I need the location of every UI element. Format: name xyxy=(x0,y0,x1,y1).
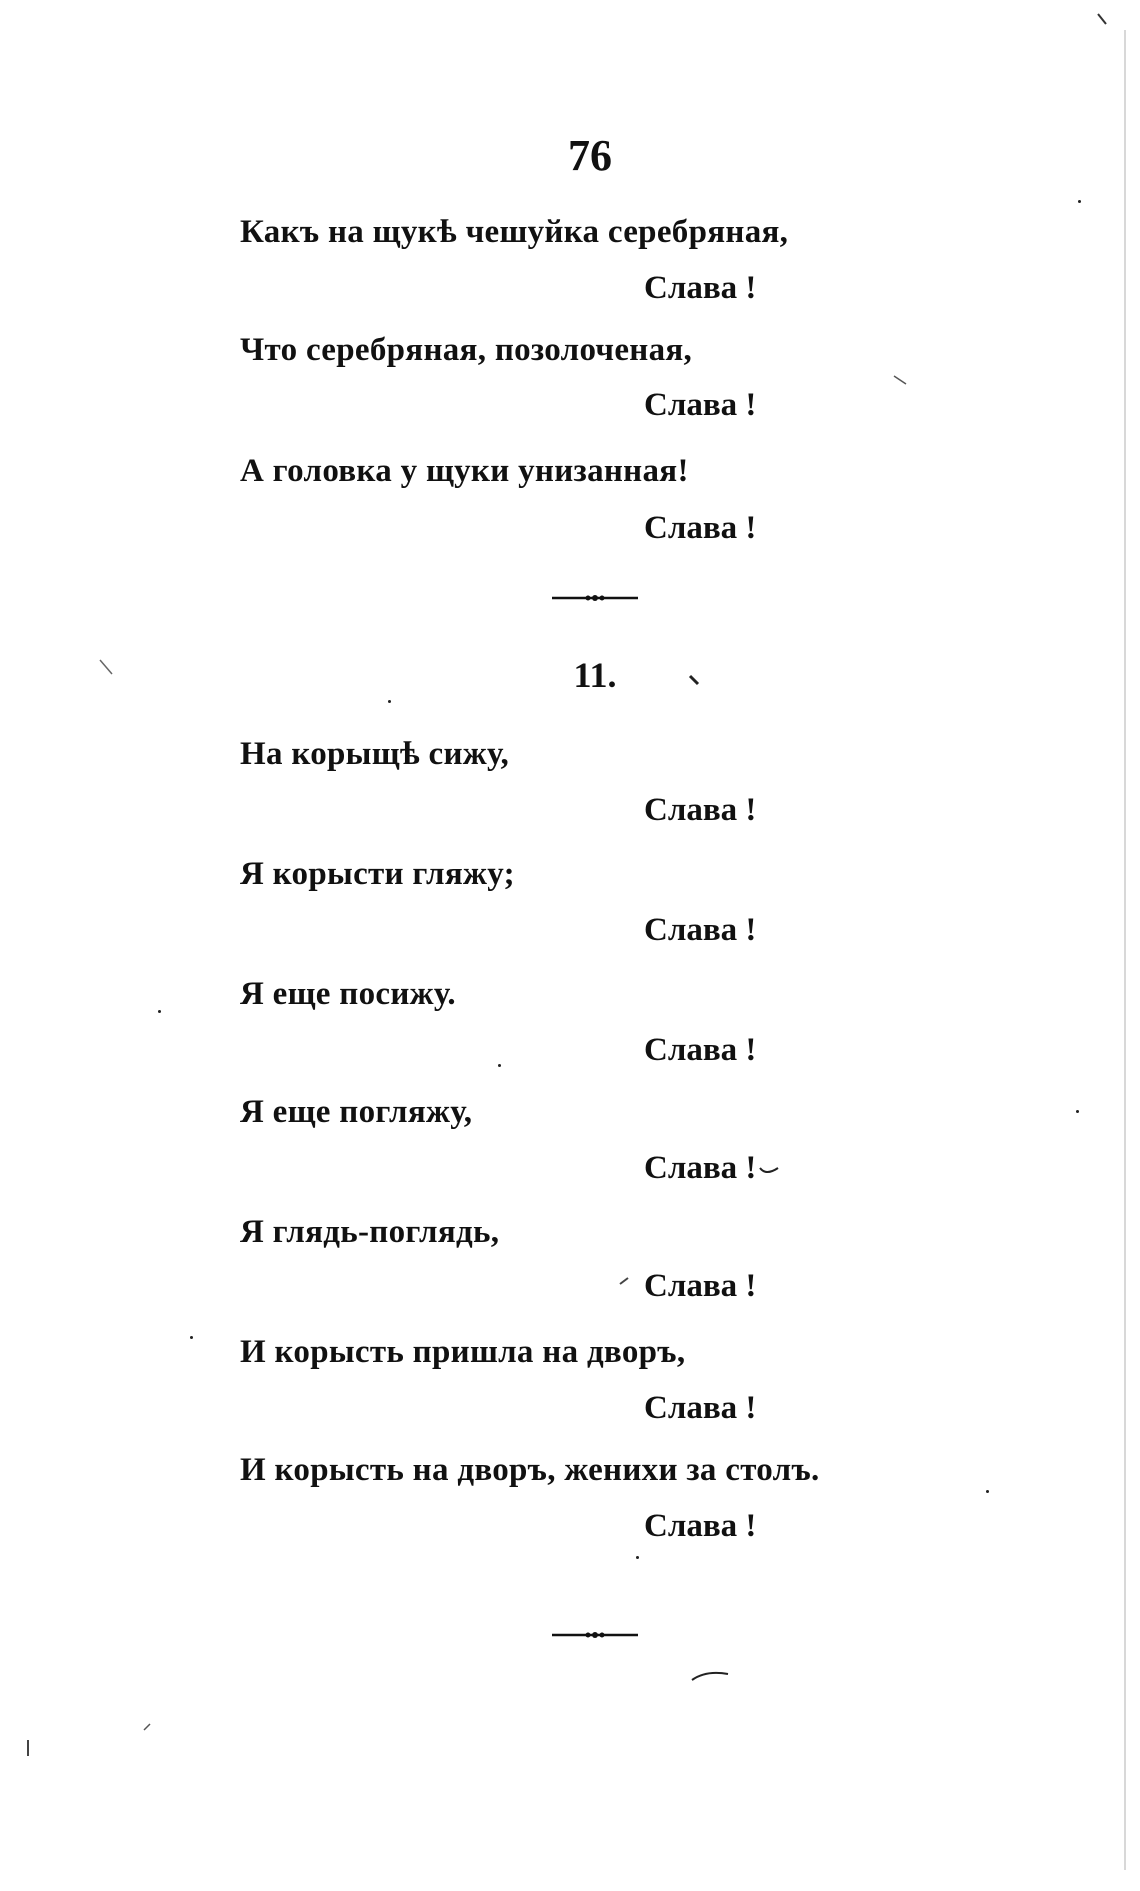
refrain-line: Слава ! xyxy=(644,1032,757,1068)
refrain-line: Слава ! xyxy=(644,792,757,828)
verse-line: А головка у щуки унизанная! xyxy=(240,453,689,489)
refrain-line: Слава ! xyxy=(644,387,757,423)
scan-speck xyxy=(158,1010,161,1013)
verse-line: И корысть пришла на дворъ, xyxy=(240,1334,686,1370)
verse-line: Что серебряная, позолоченая, xyxy=(240,332,693,368)
refrain-line: Слава ! xyxy=(644,1390,757,1426)
scan-speck xyxy=(388,700,391,703)
song-number: 11. xyxy=(573,655,617,695)
refrain-line: Слава ! xyxy=(644,510,757,546)
refrain-line: Слава ! xyxy=(644,1268,757,1304)
verse-line: Какъ на щукѣ чешуйка серебряная, xyxy=(240,214,789,250)
verse-line: На корыщѣ сижу, xyxy=(240,736,510,772)
page-number: 76 xyxy=(568,131,612,180)
scan-speck xyxy=(1076,1110,1079,1113)
verse-line: Я глядь-поглядь, xyxy=(240,1214,500,1250)
verse-line: Я еще погляжу, xyxy=(240,1094,473,1130)
refrain-line: Слава ! xyxy=(644,270,757,306)
scan-speck xyxy=(190,1336,193,1339)
scan-speck xyxy=(498,1064,501,1067)
refrain-line: Слава ! xyxy=(644,1508,757,1544)
verse-line: Я еще посижу. xyxy=(240,976,456,1012)
scan-speck xyxy=(986,1490,989,1493)
verse-line: Я корысти гляжу; xyxy=(240,856,515,892)
scan-speck xyxy=(1078,200,1081,203)
refrain-line: Слава ! xyxy=(644,1150,757,1186)
refrain-line: Слава ! xyxy=(644,912,757,948)
verse-line: И корысть на дворъ, женихи за столъ. xyxy=(240,1452,820,1488)
scan-speck xyxy=(636,1556,639,1559)
